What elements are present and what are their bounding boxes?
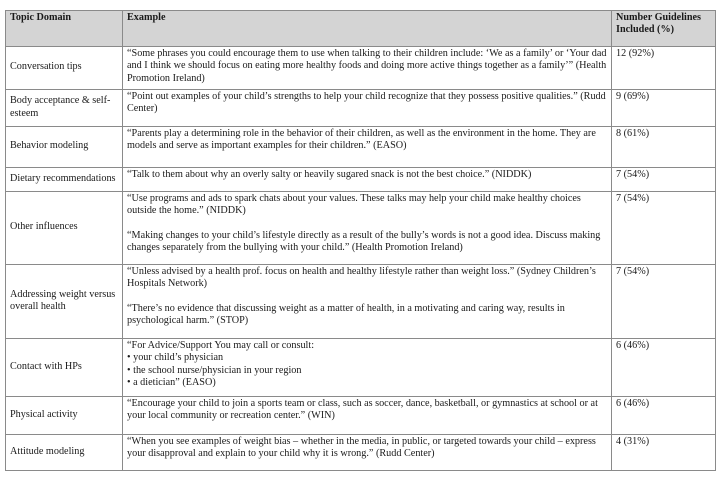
header-topic-domain: Topic Domain [6, 11, 123, 47]
table-row-conversation-tips [6, 47, 716, 90]
example-cell [123, 127, 612, 168]
topic-cell: Attitude modeling [6, 435, 123, 471]
table-row-attitude-modeling [6, 435, 716, 471]
example-cell [123, 90, 612, 127]
example-quote: “There’s no evidence that discussing weight as a matter of health, in a motivating and caring way, results in psychological harm.” (STOP) [127, 302, 565, 327]
table-row-contact-with-hps [6, 339, 716, 397]
header-number-guidelines: Number Guidelines Included (%) [612, 11, 716, 47]
topic-cell: Behavior modeling [6, 127, 123, 168]
example-quote: “Point out examples of your child’s strengths to help your child recognize that they possess positive qualities.” (Rudd Center) [127, 91, 606, 115]
example-cell [123, 435, 612, 471]
bullet-item: • the school nurse/physician in your region [127, 364, 302, 376]
table-row-behavior-modeling [6, 127, 716, 168]
example-cell [123, 397, 612, 435]
table-row-addressing-weight [6, 265, 716, 339]
header-example: Example [123, 11, 612, 47]
count-cell: 6 (46%) [612, 339, 716, 397]
example-cell [123, 168, 612, 192]
example-quote: “Some phrases you could encourage them to use when talking to their children include: ‘We as a family’ or ‘Your dad and I think we should focus on eating more healthy foods and doing more active things together as a family’” (Health Promotion Ireland) [127, 48, 607, 84]
table-row-other-influences [6, 192, 716, 265]
count-cell: 4 (31%) [612, 435, 716, 471]
bullet-item: • your child’s physician [127, 352, 224, 364]
topic-cell: Body acceptance & self-esteem [6, 90, 123, 127]
table-row-physical-activity [6, 397, 716, 435]
topic-cell: Other influences [6, 192, 123, 265]
count-cell: 7 (54%) [612, 192, 716, 265]
example-quote: “When you see examples of weight bias – whether in the media, in public, or targeted towards your child – express your disapproval and explain to your child why it is wrong.” (Rudd Center) [127, 436, 596, 460]
topic-cell: Conversation tips [6, 47, 123, 90]
topic-cell: Contact with HPs [6, 339, 123, 397]
table-row-body-acceptance [6, 90, 716, 127]
count-cell: 8 (61%) [612, 127, 716, 168]
example-quote: “Use programs and ads to spark chats about your values. These talks may help your child make healthy choices outside the home.” (NIDDK) [127, 193, 581, 217]
count-cell: 7 (54%) [612, 168, 716, 192]
example-cell [123, 47, 612, 90]
header-row [6, 11, 716, 47]
example-quote: “Parents play a determining role in the behavior of their children, as well as the environment in the home. They are models and serve as important examples for their children.” (EASO) [127, 128, 596, 152]
example-quote: “Making changes to your child’s lifestyle directly as a result of the bully’s words is not a good idea. Discuss making changes separately from the bullying with your child.” (Health Promotion Ireland) [127, 229, 601, 254]
bullet-item: • a dietician” (EASO) [127, 377, 216, 389]
example-quote: “Encourage your child to join a sports team or class, such as soccer, dance, basketball, or gymnastics at school or at your local community or recreation center.” (WIN) [127, 398, 598, 422]
example-quote: “Talk to them about why an overly salty or heavily sugared snack is not the best choice.” (NIDDK) [127, 169, 532, 180]
example-cell [123, 192, 612, 265]
example-cell [123, 339, 612, 397]
topic-cell: Dietary recommendations [6, 168, 123, 192]
count-cell: 6 (46%) [612, 397, 716, 435]
example-quote: “Unless advised by a health prof. focus on health and healthy lifestyle rather than weight loss.” (Sydney Children’s Hospitals Network) [127, 266, 596, 290]
count-cell: 12 (92%) [612, 47, 716, 90]
example-cell [123, 265, 612, 339]
topic-cell: Physical activity [6, 397, 123, 435]
count-cell: 7 (54%) [612, 265, 716, 339]
count-cell: 9 (69%) [612, 90, 716, 127]
guidelines-table [5, 10, 716, 471]
topic-cell: Addressing weight versus overall health [6, 265, 123, 339]
example-quote-intro: “For Advice/Support You may call or consult: [127, 340, 315, 351]
table-row-dietary-recommendations [6, 168, 716, 192]
